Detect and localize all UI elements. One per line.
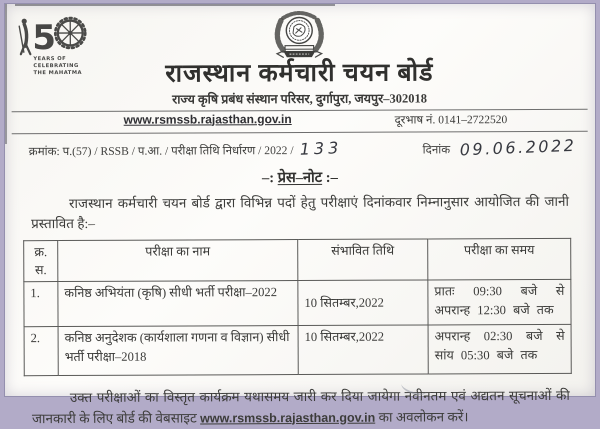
board-emblem-icon [255,9,343,59]
cell-exam-name: कनिष्ठ अनुदेशक (कार्यशाला गणना व विज्ञान) सीधी भर्ती परीक्षा–2018 [58,326,298,376]
cell-time: अपरान्ह 02:30 बजे से सांय 05:30 बजे तक [428,325,571,375]
cell-serial: 1. [24,282,58,327]
closing-text-before: उक्त परीक्षाओं का विस्तृत कार्यक्रम यथासमय जारी कर दिया जायेगा नवीनतम एवं अद्यतन सूचनाओं की जानकारी के लिए बोर्ड की वेबसाइट [32,388,570,426]
heading-suffix: :– [326,169,338,185]
table-row [24,280,571,327]
heading-prefix: –: [262,170,274,186]
org-title: राजस्थान कर्मचारी चयन बोर्ड [4,59,594,89]
website-link: www.rsmssb.rajasthan.gov.in [124,112,292,127]
table-header-row [24,238,571,282]
mahatma-150-icon [12,13,96,79]
document-page [4,3,596,397]
logo-150-caption-line2: CELEBRATING [33,63,78,69]
closing-website-link: www.rsmssb.rajasthan.gov.in [200,410,375,425]
heading-text: प्रेस–नोट [278,169,322,185]
cell-time: प्रातः 09:30 बजे से अपरान्ह 12:30 बजे तक [428,280,571,326]
exam-schedule-table [23,238,572,377]
press-note-content [4,3,596,398]
cell-exam-name: कनिष्ठ अभियंता (कृषि) सीधी भर्ती परीक्षा–2022 [58,281,298,327]
press-note-heading [5,165,595,188]
logo-150-caption-line3: THE MAHATMA [33,70,82,76]
intro-paragraph: राजस्थान कर्मचारी चयन बोर्ड द्वारा विभिन्न पदों हेतु परीक्षाएं दिनांकवार निम्नानुसार आयोजित की जानी प्रस्तावित है:– [31,191,569,234]
phone-number: दूरभाष नं. 0141–2722520 [395,112,508,127]
reference-number-prefix: क्रमांक: प.(57) / RSSB / प.आ. / परीक्षा तिथि निर्धारण / 2022 / [29,143,294,159]
cell-serial: 2. [24,327,58,376]
cell-date: 10 सितम्बर,2022 [298,280,428,326]
mahatma-150-logo [12,13,96,79]
closing-text-after: का अवलोकन करें। [379,409,469,424]
date-handwritten: 09.06.2022 [460,138,577,157]
col-header-exam-name: परीक्षा का नाम [58,240,298,282]
col-header-serial: क्र. स. [24,241,58,282]
col-header-time: परीक्षा का समय [428,238,571,280]
logo-150-digit: 5 [32,18,56,58]
date-label: दिनांक [423,142,451,157]
cell-date: 10 सितम्बर,2022 [298,325,428,375]
logo-150-caption-line1: YEARS OF [32,56,66,62]
col-header-date: संभावित तिथि [298,239,428,281]
contact-row [12,110,588,130]
table-row [24,325,571,376]
reference-number-handwritten: 133 [299,141,342,157]
closing-paragraph [32,386,570,429]
divider [12,130,588,134]
org-address: राज्य कृषि प्रबंध संस्थान परिसर, दुर्गापुरा, जयपुर–302018 [5,88,595,108]
reference-row [29,140,577,158]
